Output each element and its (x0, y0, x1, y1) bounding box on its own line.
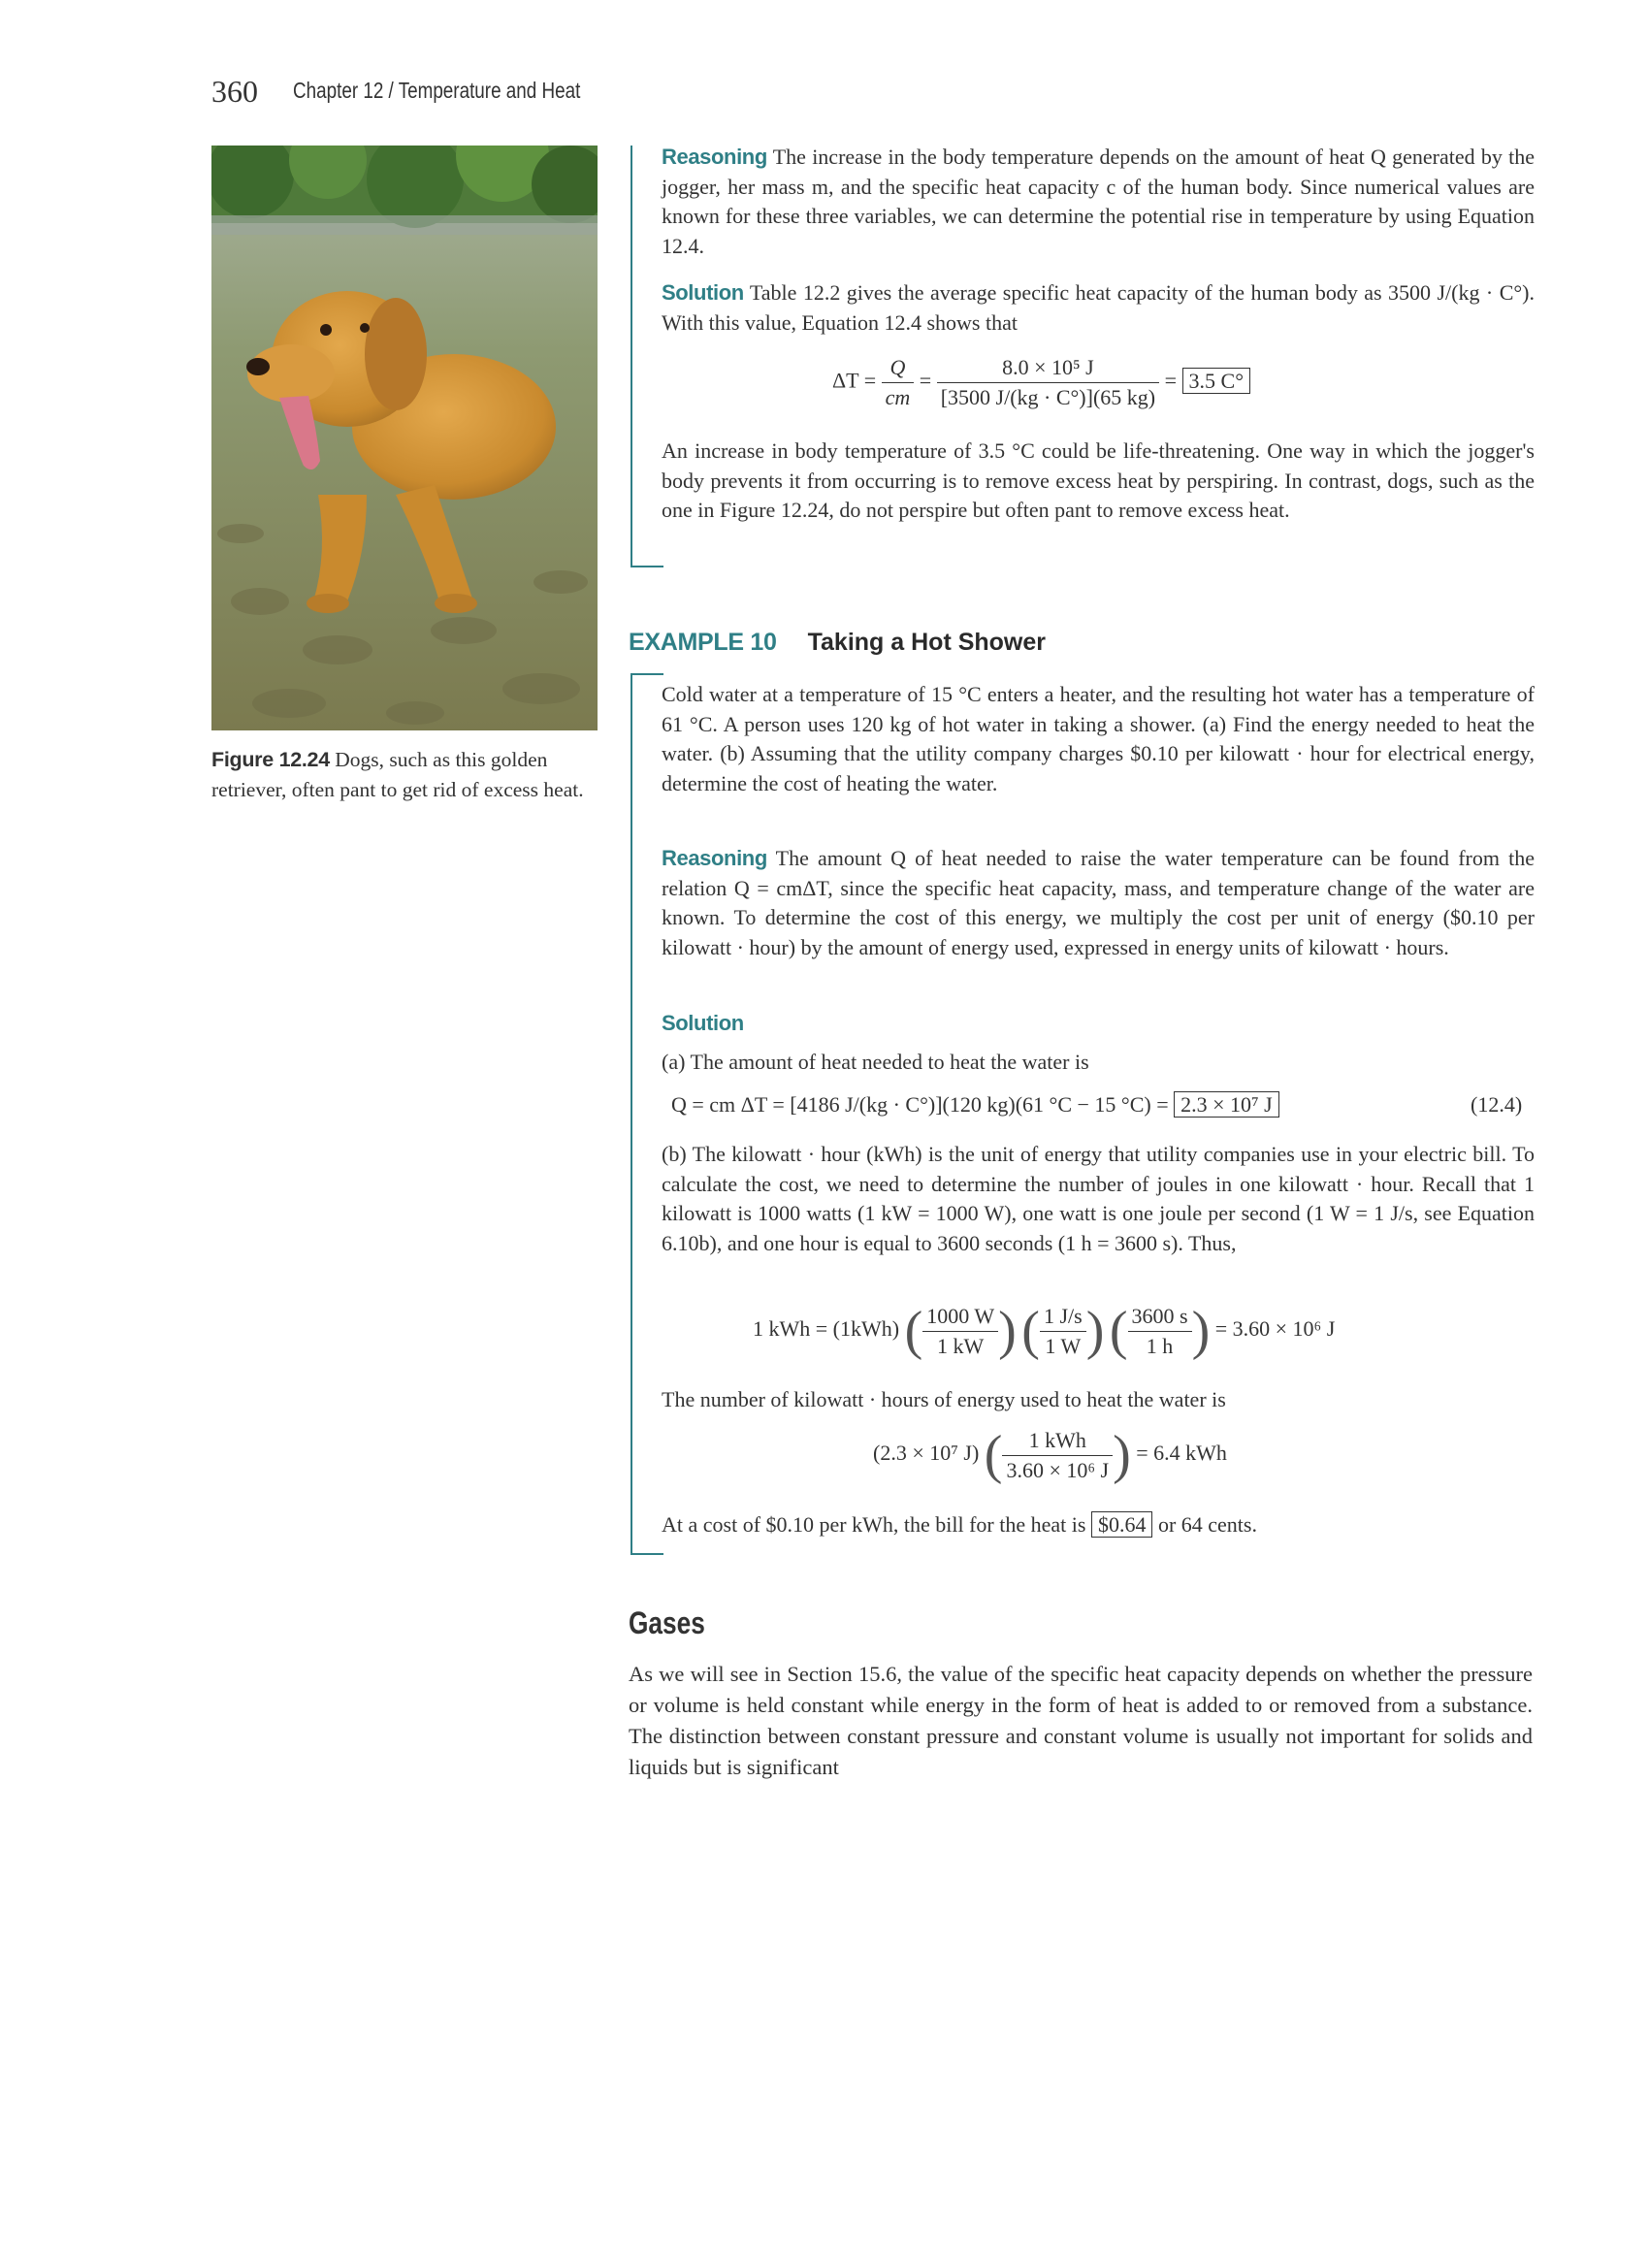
fraction-denominator: 1 h (1146, 1333, 1174, 1358)
fraction-3 (1128, 1302, 1192, 1361)
solution-text: Table 12.2 gives the average specific heat capacity of the human body as 3500 J/(kg · C°). With this value, Equation 12.4 shows that (662, 280, 1535, 335)
reasoning-heading: Reasoning (662, 846, 767, 870)
eq-sign: = (1164, 368, 1178, 393)
reasoning-text: The increase in the body temperature depends on the amount of heat Q generated by the jogger, her mass m, and the specific heat capacity c of the human body. Since numerical values are known for these three variables, we can determine the potential rise in temperature by using Equation 12.4. (662, 145, 1535, 258)
solution-heading: Solution (662, 1011, 744, 1035)
fraction-numerator: 3600 s (1128, 1302, 1192, 1332)
part-a-text: (a) The amount of heat needed to heat the water is (662, 1050, 1089, 1074)
gases-paragraph: As we will see in Section 15.6, the value of the specific heat capacity depends on whether the pressure or volume is held constant while energy in the form of heat is added to or removed from a substance. The distinction between constant pressure and constant volume is usually not important for solids and liquids but is significant (629, 1662, 1533, 1779)
figure-caption-text: Dogs, such as this golden retriever, often pant to get rid of excess heat. (211, 748, 584, 801)
part-b-text: (b) The kilowatt · hour (kWh) is the unit of energy that utility companies use in your electric bill. To calculate the cost, we need to determine the number of joules in one kilowatt · hour. Recall that 1 kilowatt is 1000 watts (1 kW = 1000 W), one watt is one joule per second (1 W = 1 J/s, see Equation 6.10b), and one hour is equal to 3600 seconds (1 h = 3600 s). Thus, (662, 1142, 1535, 1255)
kwh-paragraph (662, 1385, 1535, 1415)
fraction-denominator: cm (885, 385, 911, 409)
example-bracket-foot (630, 1553, 663, 1555)
final-answer-line (662, 1510, 1535, 1540)
fraction-2 (1040, 1302, 1086, 1361)
heat-equation (671, 1092, 1279, 1118)
fraction-numerator: 8.0 × 10⁵ J (937, 353, 1159, 383)
energy-kwh-equation: (2.3 × 10⁷ J) ( $\frac{\text{1 kWh}}{\text{3.60 × 10⁶ J}}$ ) = 6.4 kWh (873, 1425, 1227, 1485)
solution10-heading-block (662, 1009, 1535, 1039)
fraction-1 (922, 1302, 998, 1361)
boxed-answer: 3.5 C° (1182, 368, 1250, 394)
eq-lhs: ΔT = (832, 368, 877, 393)
fraction-numerator: Q (882, 353, 915, 383)
fraction-numerator: 1 kWh (1002, 1426, 1113, 1456)
eq-rhs: = 3.60 × 10⁶ J (1214, 1316, 1336, 1342)
example-bracket-top-foot (630, 566, 663, 567)
kwh-conversion-equation: 1 kWh = (1kWh) ( $\frac{1000 W}{1 kW}$ ) ( $\frac{1 J/s}{1 W}$ ) ( $\frac{3600 s}{1 h}$ ) = 3.60 × 10⁶ J (753, 1301, 1336, 1361)
eq-rhs: = 6.4 kWh (1136, 1441, 1227, 1466)
boxed-answer: 2.3 × 10⁷ J (1174, 1091, 1279, 1118)
fraction-numerator: 1 J/s (1040, 1302, 1086, 1332)
problem-text: Cold water at a temperature of 15 °C enters a heater, and the resulting hot water has a temperature of 61 °C. A person uses 120 kg of hot water in taking a shower. (a) Find the energy needed to heat the water. (b) Assuming that the utility company charges $0.10 per kilowatt · hour for electrical energy, determine the cost of heating the water. (662, 682, 1535, 795)
eq-a-text: Q = cm ΔT = [4186 J/(kg · C°)](120 kg)(61 °C − 15 °C) = (671, 1092, 1169, 1117)
fraction-kwh (1002, 1426, 1113, 1485)
section-heading: Gases (629, 1605, 705, 1640)
example-bracket-head (630, 673, 663, 675)
reasoning-heading: Reasoning (662, 145, 767, 169)
boxed-answer: $0.64 (1091, 1511, 1153, 1538)
final-pre: At a cost of $0.10 per kWh, the bill for the heat is (662, 1512, 1086, 1537)
example-bracket-top (630, 146, 632, 567)
reasoning-text: The amount Q of heat needed to raise the water temperature can be found from the relation Q = cmΔT, since the specific heat capacity, mass, and temperature change of the water are known. To determine the cost of this energy, we multiply the cost per unit of energy ($0.10 per kilowatt · hour) by the amount of energy used, expressed in energy units of kilowatt · hours. (662, 846, 1535, 959)
running-head: Chapter 12 / Temperature and Heat (293, 78, 581, 103)
solution-heading: Solution (662, 280, 744, 305)
example-heading (629, 629, 1046, 657)
fraction-denominator: 3.60 × 10⁶ J (1006, 1457, 1110, 1482)
reasoning-paragraph (662, 143, 1535, 261)
final-post: or 64 cents. (1157, 1512, 1257, 1537)
example-bracket (630, 673, 632, 1554)
reasoning10-paragraph (662, 844, 1535, 962)
fraction-numerator: 1000 W (922, 1302, 998, 1332)
example-label: EXAMPLE 10 (629, 629, 777, 656)
eq-lhs: (2.3 × 10⁷ J) (873, 1441, 980, 1466)
figure-label: Figure 12.24 (211, 748, 330, 771)
part-a-paragraph (662, 1048, 1535, 1078)
fraction-values (937, 353, 1159, 412)
example-title: Taking a Hot Shower (807, 629, 1047, 656)
problem-paragraph (662, 680, 1535, 798)
fraction-denominator: 1 W (1045, 1333, 1082, 1358)
page-number: 360 (211, 74, 258, 109)
equation-ref: (12.4) (1471, 1092, 1523, 1117)
conclusion-paragraph (662, 437, 1535, 526)
part-b-paragraph (662, 1140, 1535, 1258)
eq-sign: = (919, 368, 932, 393)
solution-paragraph (662, 278, 1535, 338)
fraction-denominator: 1 kW (937, 1333, 985, 1358)
kwh-text: The number of kilowatt · hours of energy used to heat the water is (662, 1387, 1226, 1411)
fraction-q-over-cm (882, 353, 915, 412)
conclusion-text: An increase in body temperature of 3.5 °C could be life-threatening. One way in which the jogger's body prevents it from occurring is to remove excess heat by perspiring. In contrast, dogs, such as the one in Figure 12.24, do not perspire but often pant to remove excess heat. (662, 438, 1535, 522)
fraction-denominator: [3500 J/(kg · C°)](65 kg) (940, 385, 1156, 409)
eq-lhs: 1 kWh = (1kWh) (753, 1316, 900, 1342)
dog-photo (211, 146, 598, 730)
figure-caption (211, 745, 599, 805)
delta-t-equation (832, 353, 1250, 412)
